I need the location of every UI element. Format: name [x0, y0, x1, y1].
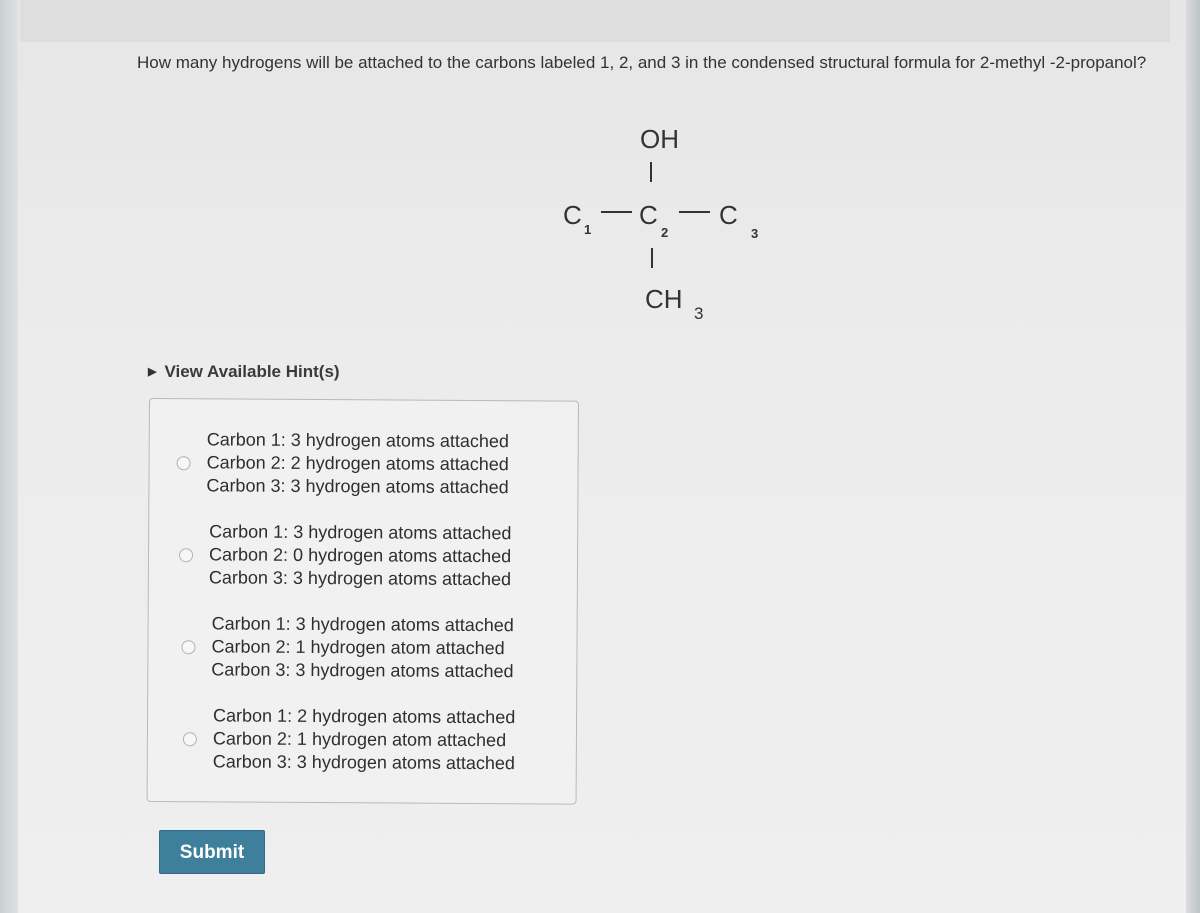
answer-line: Carbon 3: 3 hydrogen atoms attached	[212, 751, 516, 774]
ch3-subscript: 3	[694, 304, 704, 323]
photo-right-edge	[1186, 0, 1200, 913]
radio-button[interactable]	[183, 732, 197, 746]
carbon-1-label: C	[563, 200, 582, 230]
submit-button[interactable]: Submit	[159, 830, 265, 874]
structural-formula	[555, 120, 785, 330]
answer-line: Carbon 1: 2 hydrogen atoms attached	[213, 705, 516, 728]
top-bar	[20, 0, 1170, 42]
answer-line: Carbon 2: 0 hydrogen atoms attached	[208, 544, 512, 567]
answer-option-text	[211, 612, 514, 683]
answer-option-1[interactable]	[176, 428, 509, 499]
answer-line: Carbon 1: 3 hydrogen atoms attached	[206, 429, 510, 452]
answer-option-4[interactable]	[183, 704, 516, 775]
carbon-3-subscript: 3	[751, 226, 759, 241]
structural-formula-svg	[555, 120, 785, 330]
carbon-1-subscript: 1	[584, 222, 592, 237]
answer-line: Carbon 1: 3 hydrogen atoms attached	[211, 613, 514, 636]
radio-button[interactable]	[179, 548, 193, 562]
answer-option-text	[206, 428, 509, 499]
answer-line: Carbon 1: 3 hydrogen atoms attached	[209, 521, 512, 544]
answer-line: Carbon 2: 2 hydrogen atoms attached	[206, 452, 509, 475]
answer-option-2[interactable]	[179, 520, 512, 591]
expand-triangle-icon: ▶	[148, 366, 157, 378]
question-text: How many hydrogens will be attached to the carbons labeled 1, 2, and 3 in the condensed structural formula for 2-methyl -2-propanol?	[137, 53, 1147, 72]
carbon-2-label: C	[639, 200, 658, 230]
view-hints-toggle[interactable]	[148, 362, 340, 382]
radio-button[interactable]	[181, 640, 195, 654]
carbon-3-label: C	[719, 200, 738, 230]
answer-line: Carbon 2: 1 hydrogen atom attached	[211, 636, 505, 659]
hint-label: View Available Hint(s)	[164, 362, 340, 381]
ch3-group-label: CH	[645, 284, 683, 314]
photo-left-edge	[0, 0, 18, 913]
radio-button[interactable]	[177, 456, 191, 470]
answer-line: Carbon 3: 3 hydrogen atoms attached	[206, 475, 509, 498]
answer-option-text	[209, 520, 512, 591]
answer-line: Carbon 3: 3 hydrogen atoms attached	[208, 567, 512, 590]
answer-option-3[interactable]	[181, 612, 514, 683]
answer-option-text	[213, 704, 516, 775]
answer-choices-box	[147, 398, 579, 805]
answer-line: Carbon 2: 1 hydrogen atom attached	[212, 728, 507, 751]
oh-group-label: OH	[640, 124, 679, 154]
carbon-2-subscript: 2	[661, 225, 669, 240]
answer-line: Carbon 3: 3 hydrogen atoms attached	[211, 659, 514, 682]
